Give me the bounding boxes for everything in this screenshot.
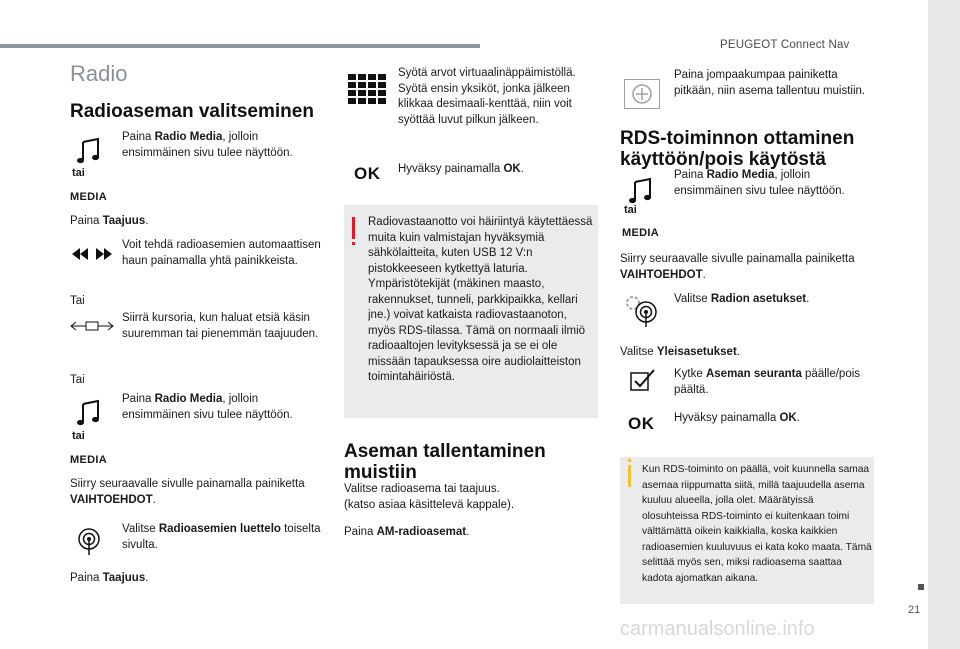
or-label: Tai bbox=[70, 295, 85, 307]
press-am-stations: Paina AM-radioasemat. bbox=[344, 526, 470, 538]
seek-buttons-icon bbox=[70, 247, 114, 261]
info-text: Kun RDS-toiminto on päällä, voit kuunnella samaa asemaa riippumatta siitä, millä taajuudella asema kuuluu alueella, jolla olet. Määrätyissä olosuhteissa RDS-toiminto ei kuitenkaan toimi välttämättä oikein kaikkialla, koska kaikkien radioasemien kuuluvuus ei kata koko maata. Tämä selittää myös sen, miksi radioasema saattaa kadota ajomatkan aikana. bbox=[642, 464, 872, 584]
auto-search-text: Voit tehdä radioasemien automaattisen haun painamalla yhtä painikkeista. bbox=[122, 239, 321, 267]
page-number: 21 bbox=[908, 604, 921, 616]
page-end-marker bbox=[918, 584, 924, 590]
media-label: MEDIA bbox=[622, 227, 659, 239]
save-intro: Valitse radioasema tai taajuus. (katso asiaa käsittelevä kappale). bbox=[344, 483, 515, 511]
manual-search-text: Siirrä kursoria, kun haluat etsiä käsin suuremman tai pienemmän taajuuden. bbox=[122, 312, 319, 340]
frequency-slider-icon bbox=[70, 320, 114, 332]
keypad-icon bbox=[348, 74, 386, 104]
select-radio-settings: Valitse Radion asetukset. bbox=[674, 293, 810, 305]
info-icon bbox=[628, 465, 631, 487]
info-box bbox=[620, 457, 874, 604]
add-preset-icon bbox=[624, 79, 660, 109]
select-general-settings: Valitse Yleisasetukset. bbox=[620, 346, 740, 358]
music-note-icon bbox=[76, 398, 102, 428]
step-radio-media: Paina Radio Media, jolloin ensimmäinen sivu tulee näyttöön. bbox=[122, 131, 293, 159]
section-title: Radio bbox=[70, 61, 128, 86]
radio-antenna-icon bbox=[76, 527, 102, 557]
keypad-instructions: Syötä arvot virtuaalinäppäimistöllä. Syötä ensin yksiköt, jonka jälkeen klikkaa desimaali-kenttää, niin voit syöttää luvut pilkun jälkeen. bbox=[398, 67, 576, 126]
warning-text: Radiovastaanotto voi häiriintyä käytettäessä muita kuin valmistajan hyväksymiä sähkölaitteita, kuten USB 12 V:n pistokkeeseen kytkettyä laturia. Ympäristötekijät (mäkinen maasto, rakennukset, tunneli, parkkipaikka, kellari jne.) voivat katkaista radiovastaanoton, myös RDS-tilassa. Tämä on normaali ilmiö radioaaltojen levityksessä ja se ei ole missään tapauksessa oire audiolaitteiston toimintahäiriöstä. bbox=[368, 216, 593, 383]
press-frequency: Paina Taajuus. bbox=[70, 215, 149, 227]
radio-settings-icon bbox=[624, 294, 660, 328]
station-tracking-toggle: Kytke Aseman seuranta päälle/pois päältä. bbox=[674, 368, 861, 396]
music-note-icon bbox=[76, 136, 102, 166]
header-rule bbox=[0, 44, 480, 48]
heading-rds: RDS-toiminnon ottaminen käyttöön/pois käytöstä bbox=[620, 128, 855, 170]
watermark: carmanualsonline.info bbox=[620, 618, 815, 640]
page-side-tab bbox=[928, 0, 960, 649]
or-label: tai bbox=[624, 204, 637, 216]
long-press-text: Paina jompaakumpaa painiketta pitkään, niin asema tallentuu muistiin. bbox=[674, 69, 866, 97]
confirm-ok-text: Hyväksy painamalla OK. bbox=[674, 412, 800, 424]
media-label: MEDIA bbox=[70, 454, 107, 466]
heading-save-station: Aseman tallentaminen muistiin bbox=[344, 441, 546, 483]
or-label: tai bbox=[72, 167, 85, 179]
select-station-list: Valitse Radioasemien luettelo toiselta sivulta. bbox=[122, 523, 321, 551]
heading-station-select: Radioaseman valitseminen bbox=[70, 101, 314, 122]
media-label: MEDIA bbox=[70, 191, 107, 203]
running-title: PEUGEOT Connect Nav bbox=[720, 39, 850, 51]
press-frequency: Paina Taajuus. bbox=[70, 572, 149, 584]
or-label: Tai bbox=[70, 374, 85, 386]
warning-box bbox=[344, 205, 598, 418]
confirm-ok-text: Hyväksy painamalla OK. bbox=[398, 163, 524, 175]
music-note-icon bbox=[628, 176, 654, 206]
ok-icon: OK bbox=[628, 414, 655, 433]
options-step: Siirry seuraavalle sivulle painamalla painiketta VAIHTOEHDOT. bbox=[70, 478, 305, 506]
warning-icon bbox=[352, 217, 355, 239]
ok-icon: OK bbox=[354, 164, 381, 183]
step-radio-media: Paina Radio Media, jolloin ensimmäinen sivu tulee näyttöön. bbox=[122, 393, 293, 421]
step-radio-media: Paina Radio Media, jolloin ensimmäinen sivu tulee näyttöön. bbox=[674, 169, 845, 197]
checkbox-icon bbox=[630, 368, 656, 392]
info-icon-dot bbox=[628, 459, 631, 462]
options-step: Siirry seuraavalle sivulle painamalla painiketta VAIHTOEHDOT. bbox=[620, 253, 855, 281]
or-label: tai bbox=[72, 430, 85, 442]
warning-icon-dot bbox=[352, 242, 355, 245]
